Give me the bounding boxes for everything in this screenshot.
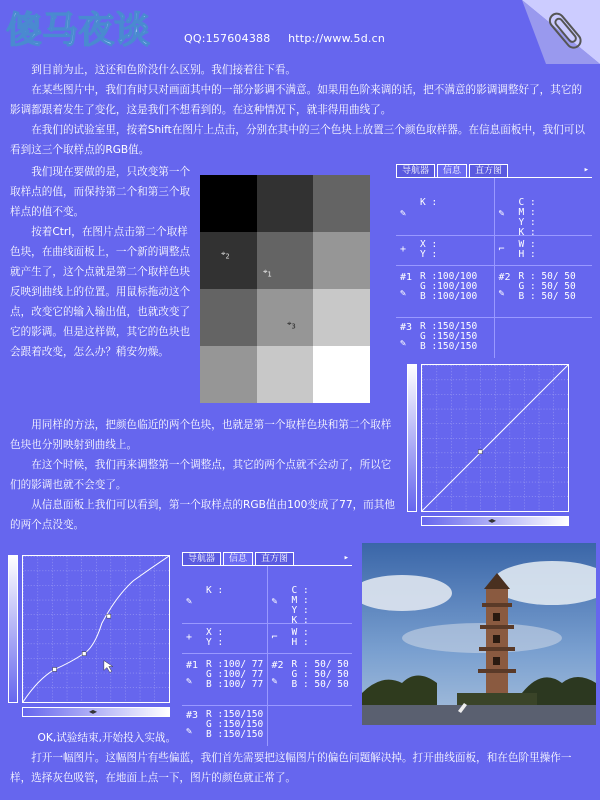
curves-graph[interactable] [22,555,170,703]
eyedropper-icon: ✎ [400,208,407,219]
tab-info[interactable]: 信息 [437,164,467,177]
left-text [10,162,194,362]
sampler-3-values: R :150/150 G :150/150 B :150/150 [206,709,264,740]
swatch [257,289,314,346]
selection-icon: ⌐ [498,244,505,255]
panel-tabs [182,552,352,566]
info-panel [182,552,352,746]
k-value: K : [206,585,224,596]
panel-tabs [396,164,592,178]
intro-text [10,60,590,160]
panel-menu-icon[interactable]: ▸ [343,553,349,563]
output-gradient-bar [8,555,18,703]
curve-point[interactable] [53,667,57,671]
paragraph: 用同样的方法，把颜色临近的两个色块，也就是第一个取样色块和第二个取样色块也分别映射到曲线上。 [10,419,392,451]
qq-number: QQ:157604388 [184,32,271,45]
eyedropper-icon: ✎ [400,338,407,349]
paragraph: 打开一幅图片。这幅图片有些偏蓝，我们首先需要把这幅图片的偏色问题解决掉。打开曲线面板，和在色阶里操作一样，选择灰色吸管，在地面上点一下，图片的颜色就正常了。 [10,752,572,784]
wh-values: W : H : [291,627,309,648]
paragraph: 到目前为止，这还和色阶没什么区别。我们接着往下看。 [31,64,297,76]
sampler-1-values: R :100/100 G :100/100 B :100/100 [420,271,478,302]
tab-histogram[interactable]: 直方图 [255,552,294,565]
k-value: K : [420,197,438,208]
paragraph: 在某些图片中，我们有时只对画面其中的一部分影调不满意。如果用色阶来调的话，把不满意的影调调整好了，其它的影调都跟着发生了变化，这是我们不想看到的。在这种情况下，就非得用曲线了。 [10,84,583,116]
selection-icon: ⌐ [271,632,278,643]
sampler-3-label: #3 [400,322,413,333]
eyedropper-icon: ✎ [498,208,505,219]
eyedropper-icon: ✎ [271,676,278,687]
paragraph: 从信息面板上我们可以看到，第一个取样点的RGB值由100变成了77，而其他的两个点没变。 [10,499,395,531]
sampler-label: 2 [225,252,230,261]
swatch [200,346,257,403]
panel-menu-icon[interactable]: ▸ [583,165,589,175]
paperclip-icon [522,0,600,64]
swatch [313,346,370,403]
crosshair-icon: + [400,244,407,255]
sampler-label: 1 [267,270,272,279]
curve-point[interactable] [82,652,86,656]
paragraph: OK,试验结束,开始投入实战。 [37,732,177,744]
color-sampler-icon[interactable]: $⌖_3$ [287,319,296,331]
scroll-arrows-icon[interactable]: ◂▸ [488,516,497,525]
eyedropper-icon: ✎ [400,288,407,299]
curve-point[interactable] [478,450,482,454]
sampler-label: 3 [291,322,296,331]
swatch [313,175,370,232]
sampler-2-label: #2 [498,272,511,283]
paragraph: 在我们的试验室里，按着Shift在图片上点击，分别在其中的三个色块上放置三个颜色取样器。在信息面板中，我们可以看到这三个取样点的RGB值。 [10,124,585,156]
sampler-1-label: #1 [400,272,413,283]
sampler-2-values: R : 50/ 50 G : 50/ 50 B : 50/ 50 [518,271,576,302]
scroll-arrows-icon[interactable]: ◂▸ [89,707,98,716]
swatch [200,289,257,346]
paragraph: 在这个时候，我们再来调整第一个调整点，其它的两个点就不会动了，所以它们的影调也就不会变了。 [10,459,392,491]
curves-graph[interactable] [421,364,569,512]
sampler-2-values: R : 50/ 50 G : 50/ 50 B : 50/ 50 [291,659,349,690]
swatch [257,346,314,403]
bottom-text [10,728,590,788]
eyedropper-icon: ✎ [498,288,505,299]
output-gradient-bar [407,364,417,512]
color-sampler-icon[interactable]: $⌖_1$ [263,267,272,279]
eyedropper-icon: ✎ [186,726,193,737]
gray-swatch-grid [200,175,370,403]
sampler-2-label: #2 [271,660,284,671]
paragraph: 按着Ctrl，在图片点击第二个取样色块，在曲线面板上，一个新的调整点就产生了，这个点就是第二个取样色块反映到曲线上的位置。用鼠标拖动这个点，改变它的输入输出值，也就改变了它的影调。但是这样做，其它的色块也会跟着改变，怎么办？稍安勿燥。 [10,226,191,358]
sampler-3-values: R :150/150 G :150/150 B :150/150 [420,321,478,352]
sampler-3-label: #3 [186,710,199,721]
wh-values: W : H : [518,239,536,260]
tab-navigator[interactable]: 导航器 [182,552,221,565]
swatch [257,232,314,289]
swatch [313,232,370,289]
swatch [200,175,257,232]
sampler-1-values: R :100/ 77 G :100/ 77 B :100/ 77 [206,659,264,690]
header-info [184,32,399,45]
info-panel [396,164,592,358]
cmyk-values: C : M : Y : K : [291,585,309,626]
eyedropper-icon: ✎ [186,676,193,687]
swatch [257,175,314,232]
eyedropper-icon: ✎ [271,596,278,607]
crosshair-icon: + [186,632,193,643]
color-sampler-icon[interactable]: $⌖_2$ [221,249,230,261]
xy-values: X : Y : [420,239,438,260]
site-url[interactable]: http://www.5d.cn [288,32,385,45]
tab-info[interactable]: 信息 [223,552,253,565]
svg-text:傻马夜谈: 傻马夜谈 [6,10,151,50]
paragraph: 我们现在要做的是，只改变第一个取样点的值，而保持第二个和第三个取样点的值不变。 [10,166,191,218]
curve-point[interactable] [107,614,111,618]
pagoda-photo [362,543,596,725]
xy-values: X : Y : [206,627,224,648]
sampler-1-label: #1 [186,660,199,671]
tab-navigator[interactable]: 导航器 [396,164,435,177]
swatch [313,289,370,346]
mid-text [10,415,395,535]
tab-histogram[interactable]: 直方图 [469,164,508,177]
cmyk-values: C : M : Y : K : [518,197,536,238]
eyedropper-icon: ✎ [186,596,193,607]
site-logo [4,4,182,50]
